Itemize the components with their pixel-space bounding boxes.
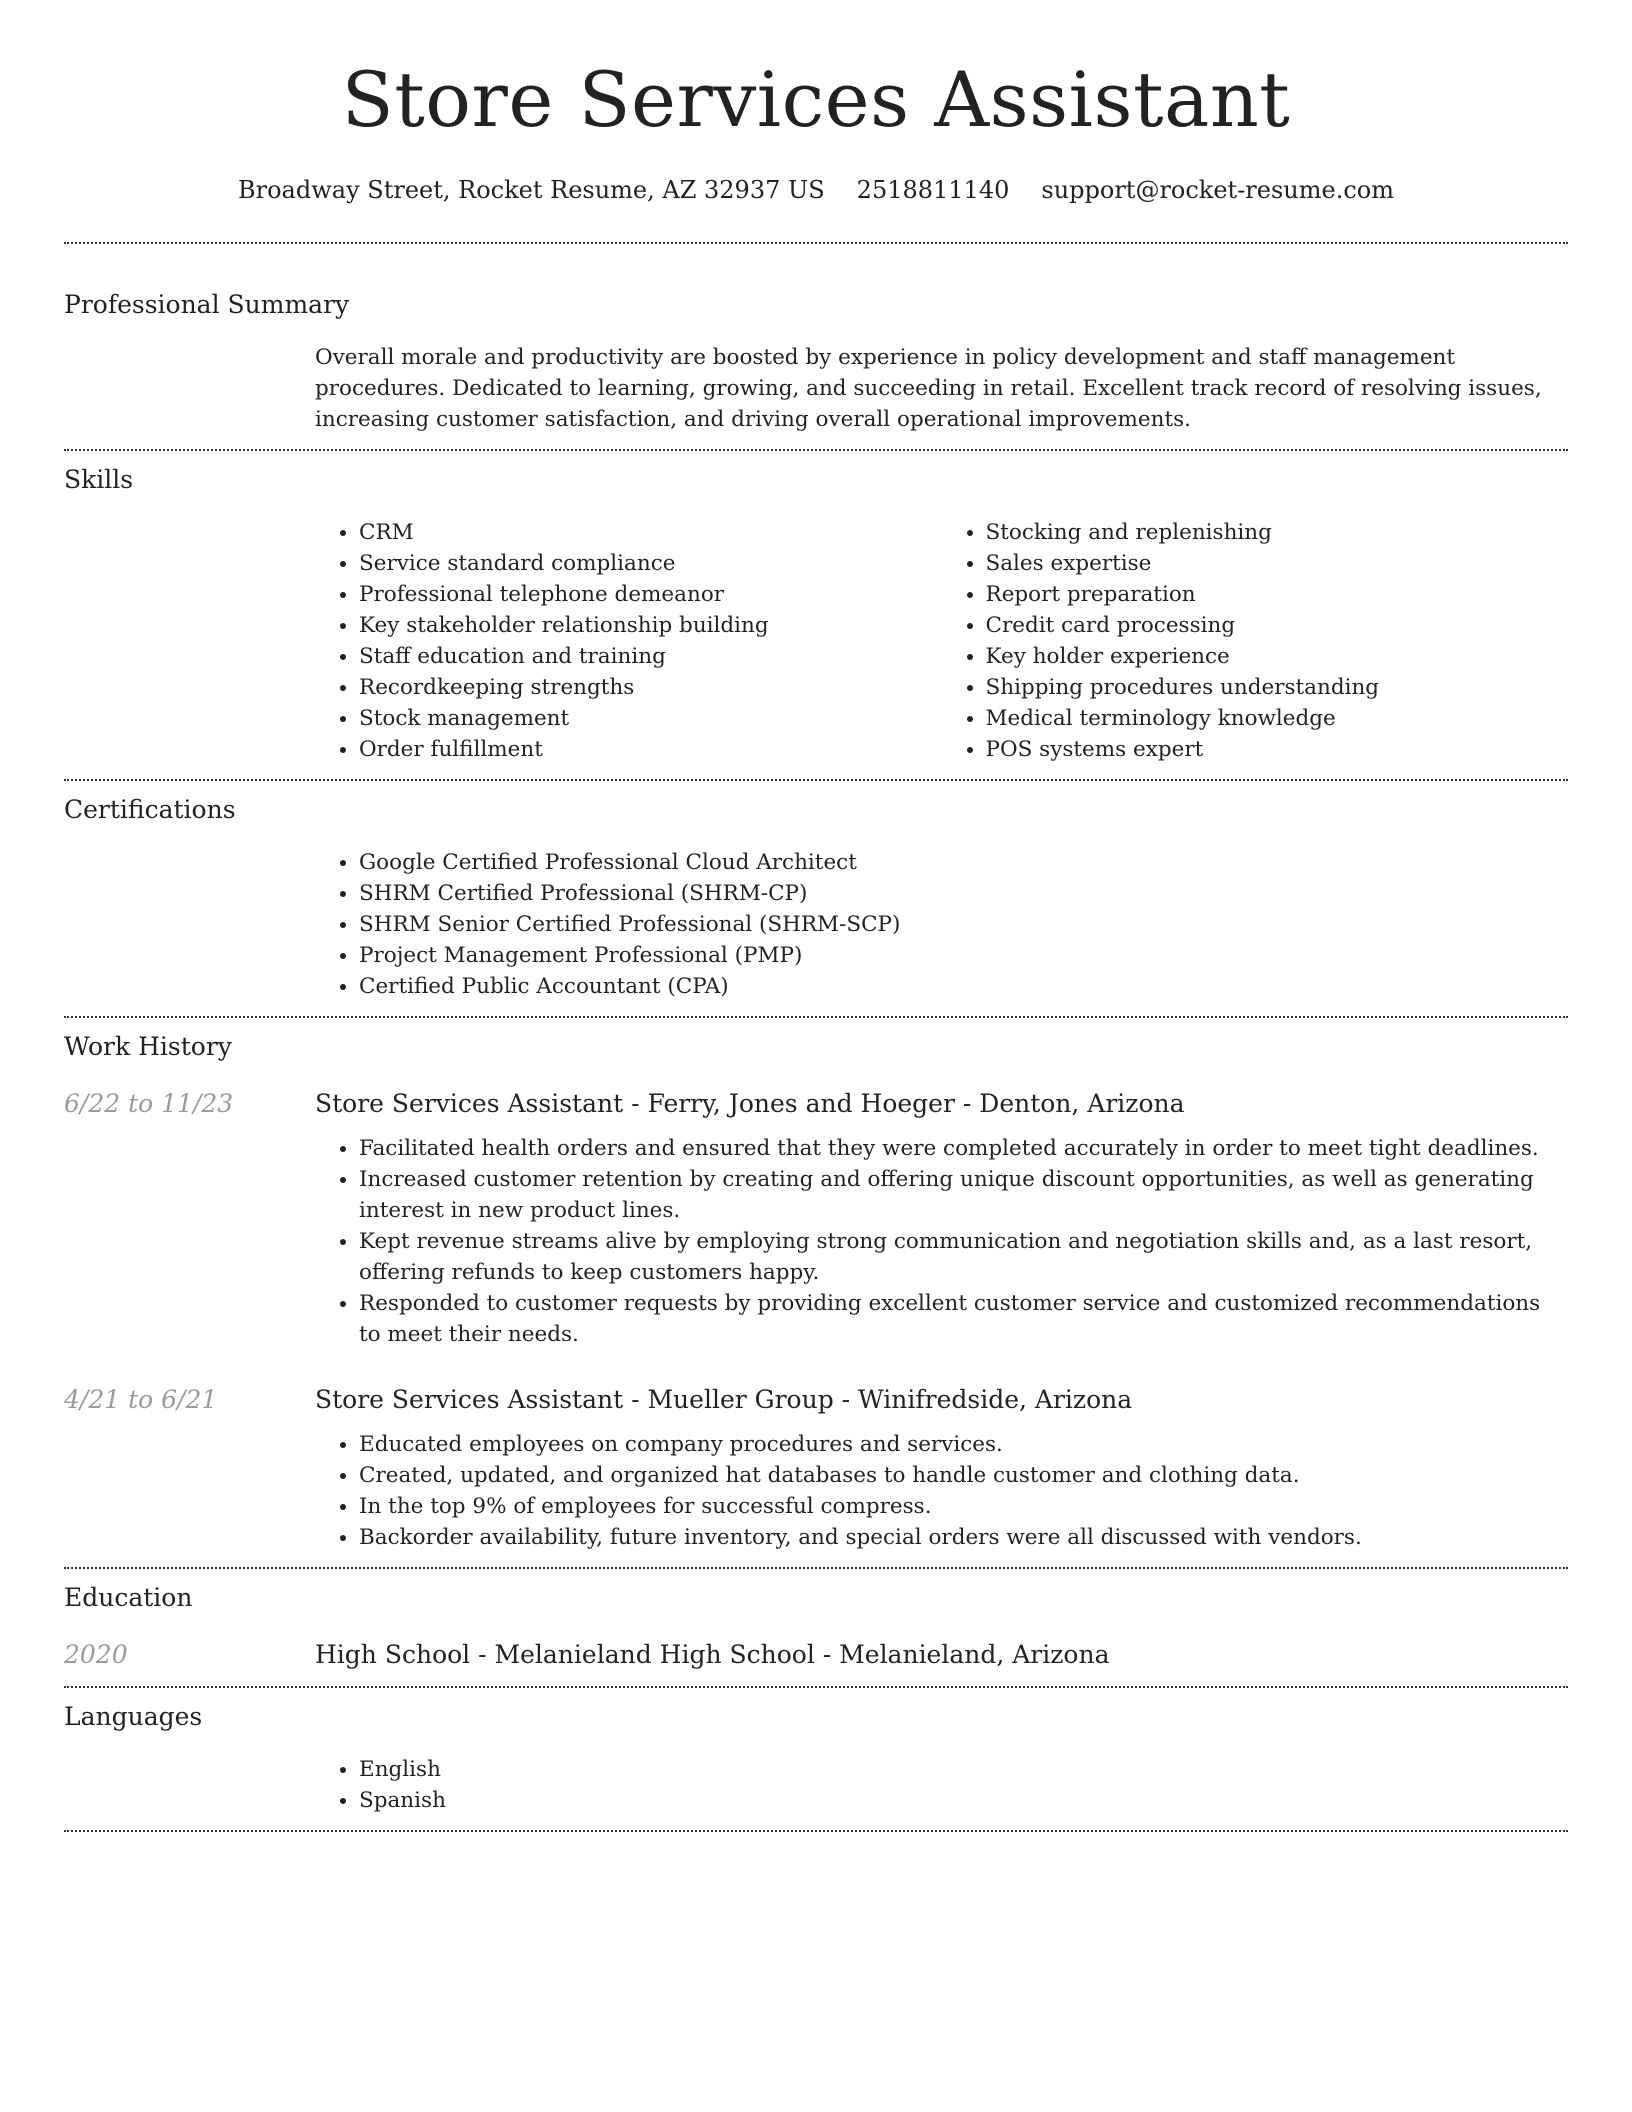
education-year: 2020 (64, 1640, 128, 1669)
resume-title: Store Services Assistant (341, 55, 1291, 144)
list-item: • Google Certified Professional Cloud Architect (359, 847, 1568, 878)
list-item: • Professional telephone demeanor (359, 579, 942, 610)
job-dates: 6/22 to 11/23 (64, 1089, 234, 1118)
list-item: • Shipping procedures understanding (986, 672, 1569, 703)
summary-heading: Professional Summary (64, 290, 350, 319)
list-item: • Project Management Professional (PMP) (359, 940, 1568, 971)
languages-list (315, 1754, 1568, 1816)
summary-body (315, 342, 1568, 435)
list-item: • Order fulfillment (359, 734, 942, 765)
list-item: • Credit card processing (986, 610, 1569, 641)
job-bullets (315, 1429, 1568, 1553)
contact-email: support@rocket-resume.com (1041, 176, 1394, 204)
education-heading: Education (64, 1583, 193, 1612)
job-bullets (315, 1133, 1568, 1350)
list-item: • Report preparation (986, 579, 1569, 610)
list-item: • English (359, 1754, 1568, 1785)
list-item: • Educated employees on company procedures and services. (359, 1429, 1568, 1460)
list-item: • Service standard compliance (359, 548, 942, 579)
list-item: • Staff education and training (359, 641, 942, 672)
list-item: • SHRM Certified Professional (SHRM-CP) (359, 878, 1568, 909)
list-item: • Sales expertise (986, 548, 1569, 579)
job-header (64, 1087, 1568, 1121)
certifications-section (64, 781, 1568, 1016)
list-item: • Stock management (359, 703, 942, 734)
list-item: • POS systems expert (986, 734, 1569, 765)
list-item: • In the top 9% of employees for successful compress. (359, 1491, 1568, 1522)
list-item: • Backorder availability, future inventory, and special orders were all discussed with vendors. (359, 1522, 1568, 1553)
education-section (64, 1569, 1568, 1686)
skills-section (64, 451, 1568, 779)
contact-phone: 2518811140 (856, 176, 1010, 204)
languages-section (64, 1688, 1568, 1830)
skills-list-right (942, 517, 1569, 765)
work-heading: Work History (64, 1032, 232, 1061)
list-item: • Certified Public Accountant (CPA) (359, 971, 1568, 1002)
education-heading-text: High School - Melanieland High School - Melanieland, Arizona (315, 1640, 1110, 1669)
job-bullet-list (315, 1133, 1568, 1350)
skills-list-left (315, 517, 942, 765)
list-item: • Key stakeholder relationship building (359, 610, 942, 641)
job-dates: 4/21 to 6/21 (64, 1385, 218, 1414)
list-item: • Key holder experience (986, 641, 1569, 672)
list-item: • Spanish (359, 1785, 1568, 1816)
languages-heading: Languages (64, 1702, 203, 1731)
list-item: • Stocking and replenishing (986, 517, 1569, 548)
job-bullet-list (315, 1429, 1568, 1553)
list-item: • Medical terminology knowledge (986, 703, 1569, 734)
summary-text: Overall morale and productivity are boosted by experience in policy development and staff management procedures. Dedicated to learning, growing, and succeeding in retail. Excellent track record of resolving issues, increasing customer satisfaction, and driving overall operational improvements. (315, 345, 1542, 432)
job-entry (64, 1087, 1568, 1350)
job-header (64, 1383, 1568, 1417)
education-entry (64, 1638, 1568, 1672)
certifications-body (315, 847, 1568, 1002)
list-item: • Increased customer retention by creating and offering unique discount opportunities, as well as generating interest in new product lines. (359, 1164, 1568, 1226)
list-item: • Facilitated health orders and ensured that they were completed accurately in order to meet tight deadlines. (359, 1133, 1568, 1164)
languages-body (315, 1754, 1568, 1816)
list-item: • Responded to customer requests by providing excellent customer service and customized recommendations to meet their needs. (359, 1288, 1568, 1350)
certifications-heading: Certifications (64, 795, 236, 824)
job-entry (64, 1383, 1568, 1553)
divider (64, 1830, 1568, 1832)
list-item: • Recordkeeping strengths (359, 672, 942, 703)
job-heading: Store Services Assistant - Mueller Group - Winifredside, Arizona (315, 1385, 1133, 1414)
list-item: • Kept revenue streams alive by employing strong communication and negotiation skills and, as a last resort, offering refunds to keep customers happy. (359, 1226, 1568, 1288)
job-heading: Store Services Assistant - Ferry, Jones and Hoeger - Denton, Arizona (315, 1089, 1185, 1118)
certifications-list (315, 847, 1568, 1002)
skills-heading: Skills (64, 465, 134, 494)
skills-columns (315, 517, 1568, 765)
summary-section (64, 244, 1568, 449)
list-item: • Created, updated, and organized hat databases to handle customer and clothing data. (359, 1460, 1568, 1491)
contact-line (64, 172, 1568, 208)
list-item: • CRM (359, 517, 942, 548)
list-item: • SHRM Senior Certified Professional (SHRM-SCP) (359, 909, 1568, 940)
work-section (64, 1018, 1568, 1567)
contact-address: Broadway Street, Rocket Resume, AZ 32937 US (238, 176, 825, 204)
